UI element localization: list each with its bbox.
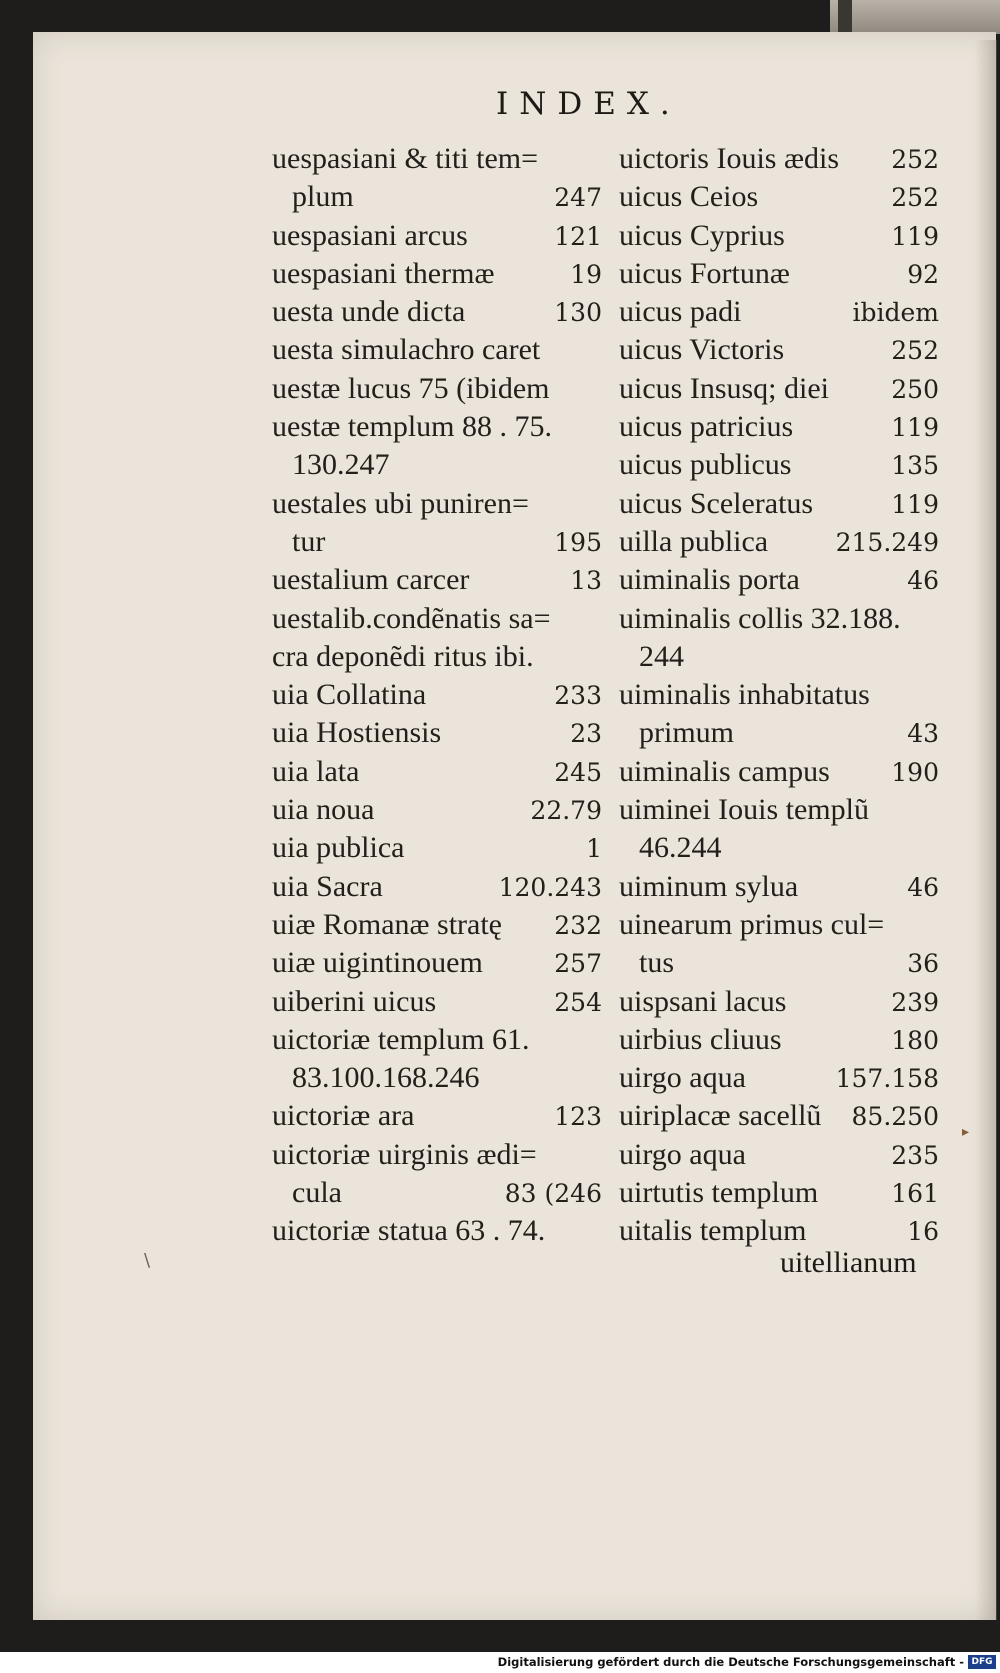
index-entry-term: uiberini uicus [272, 984, 437, 1018]
catchword: uitellianum [780, 1246, 917, 1279]
index-entry-term: uicus Insusq; diei [619, 371, 829, 405]
index-entry [272, 485, 602, 523]
funding-notice: Digitalisierung gefördert durch die Deutsche Forschungsgemeinschaft - [497, 1655, 964, 1669]
index-entry [272, 293, 602, 331]
index-entry [619, 600, 939, 638]
index-entry [272, 370, 602, 408]
index-entry-term: uestalib.condẽnatis sa= [272, 601, 551, 635]
index-entry [272, 829, 602, 867]
index-entry [619, 178, 939, 216]
index-entry-term: uespasiani thermæ [272, 256, 495, 290]
index-entry [619, 446, 939, 484]
index-entry-page-ref: 239 [891, 987, 939, 1017]
index-entry [619, 676, 939, 714]
index-entry [619, 1097, 939, 1135]
index-entry [619, 906, 939, 944]
index-entry [272, 676, 602, 714]
index-entry-term: uicus Ceios [619, 180, 759, 214]
index-entry-page-ref: 252 [891, 145, 939, 174]
index-entry-page-ref: ibidem [852, 298, 939, 328]
index-column-left [272, 140, 602, 1251]
adjacent-page-strip [830, 0, 1000, 34]
index-entry [619, 791, 939, 829]
index-entry-term: uestales ubi puniren= [272, 486, 529, 520]
index-entry [272, 446, 602, 484]
index-entry [619, 714, 939, 752]
index-entry [619, 1136, 939, 1174]
index-entry-page-ref: 46 [907, 566, 939, 596]
index-entry-term: uespasiani arcus [272, 218, 468, 252]
index-entry-page-ref: 92 [907, 259, 939, 289]
index-entry-page-ref: 22.79 [530, 796, 602, 826]
index-entry-term: uictoriæ uirginis ædi= [272, 1137, 537, 1171]
index-entry [272, 1174, 602, 1212]
margin-mark: \ [144, 1250, 151, 1271]
index-entry [272, 638, 602, 676]
index-entry-term: uiæ uigintinouem [272, 946, 483, 980]
index-entry-term: uiminalis inhabitatus [619, 678, 870, 712]
index-entry-term: primum [639, 716, 734, 750]
index-entry [619, 1059, 939, 1097]
index-entry-page-ref: 232 [554, 910, 602, 940]
index-entry-term: uesta unde dicta [272, 295, 466, 329]
index-entry [619, 485, 939, 523]
index-entry [619, 523, 939, 561]
index-entry [272, 1212, 602, 1250]
index-column-right [619, 140, 939, 1251]
index-entry-term: uia lata [272, 754, 360, 788]
index-entry-page-ref: 215.249 [835, 527, 939, 557]
index-entry-page-ref: 16 [907, 1217, 939, 1247]
page-edge-shadow [975, 40, 997, 1620]
index-entry-term: uirbius cliuus [619, 1022, 782, 1056]
index-entry [619, 638, 939, 676]
index-entry-term: plum [292, 180, 354, 214]
index-entry-term: uirgo aqua [619, 1137, 746, 1171]
index-entry-term: tus [639, 946, 675, 980]
index-entry-page-ref: 119 [891, 221, 939, 251]
index-entry [619, 753, 939, 791]
index-entry-term: uiminalis campus [619, 754, 830, 788]
index-entry [619, 293, 939, 331]
index-entry [619, 944, 939, 982]
index-entry-page-ref: 13 [570, 566, 602, 596]
index-entry [619, 1021, 939, 1059]
index-entry [272, 906, 602, 944]
index-entry-term: uia Collatina [272, 678, 427, 712]
index-entry-page-ref: 120.243 [498, 872, 602, 902]
index-entry-page-ref: 161 [891, 1179, 939, 1209]
index-entry-page-ref: 130 [554, 298, 602, 328]
digitization-footer [0, 1652, 1000, 1673]
index-entry-page-ref: 190 [891, 757, 939, 787]
index-entry-term: uicus padi [619, 295, 742, 329]
index-entry-term: uicus Fortunæ [619, 256, 790, 290]
index-entry-term: uirtutis templum [619, 1176, 819, 1210]
index-entry-term: uestæ templum 88 . 75. [272, 410, 552, 444]
index-entry-term: 244 [639, 639, 684, 673]
index-entry-term: uictoris Iouis ædis [619, 142, 840, 175]
index-entry-page-ref: 252 [891, 183, 939, 213]
index-entry-term: uicus Victoris [619, 333, 785, 367]
index-entry-term: uinearum primus cul= [619, 907, 885, 941]
index-entry [272, 791, 602, 829]
index-entry [272, 600, 602, 638]
index-entry-page-ref: 119 [891, 489, 939, 519]
index-entry-term: uesta simulachro caret [272, 333, 541, 367]
index-entry-term: uictoriæ statua 63 . 74. [272, 1214, 546, 1248]
index-entry-term: tur [292, 524, 326, 558]
index-entry-term: uiæ Romanæ stratę [272, 907, 502, 941]
index-entry-term: 130.247 [292, 448, 390, 482]
index-entry-page-ref: 46 [907, 872, 939, 902]
index-entry [272, 714, 602, 752]
index-entry [272, 523, 602, 561]
index-entry-term: uicus patricius [619, 410, 794, 444]
index-entry-page-ref: 157.158 [835, 1064, 939, 1094]
index-entry-term: uirgo aqua [619, 1061, 746, 1095]
index-entry-term: uicus publicus [619, 448, 792, 482]
index-entry-term: 83.100.168.246 [292, 1061, 480, 1095]
index-entry [272, 255, 602, 293]
index-entry-term: uiminei Iouis templũ [619, 793, 869, 827]
index-entry-page-ref: 235 [891, 1140, 939, 1170]
index-entry [272, 983, 602, 1021]
index-entry [619, 408, 939, 446]
index-entry-term: cra deponẽdi ritus ibi. [272, 639, 534, 673]
index-entry-term: uestalium carcer [272, 563, 470, 597]
index-entry [619, 331, 939, 369]
index-entry-term: uilla publica [619, 524, 769, 558]
index-entry-term: uiminalis porta [619, 563, 800, 597]
index-entry-page-ref: 245 [554, 757, 602, 787]
running-head: INDEX. [496, 86, 681, 122]
index-entry-term: uia publica [272, 831, 405, 865]
index-entry-term: uestæ lucus 75 (ibidem [272, 371, 550, 405]
index-entry [619, 983, 939, 1021]
index-entry [272, 140, 602, 178]
index-entry [272, 868, 602, 906]
index-entry [272, 217, 602, 255]
index-entry-page-ref: 23 [570, 719, 602, 749]
index-entry-term: uitalis templum [619, 1214, 807, 1248]
index-entry-term: uiminalis collis 32.188. [619, 601, 901, 635]
index-entry [272, 944, 602, 982]
index-entry-page-ref: 85.250 [851, 1102, 939, 1132]
index-entry [619, 561, 939, 599]
index-entry [619, 217, 939, 255]
index-entry-page-ref: 135 [891, 451, 939, 481]
index-entry-page-ref: 119 [891, 413, 939, 443]
index-entry [619, 1212, 939, 1250]
index-entry [272, 331, 602, 369]
index-entry-term: uispsani lacus [619, 984, 787, 1018]
index-entry [619, 370, 939, 408]
index-entry-page-ref: 121 [554, 221, 602, 251]
index-entry [272, 408, 602, 446]
dfg-logo: DFG [968, 1655, 996, 1669]
index-entry-page-ref: 254 [554, 987, 602, 1017]
index-entry [272, 1059, 602, 1097]
index-entry-term: uia Sacra [272, 869, 383, 903]
index-entry-term: uictoriæ ara [272, 1099, 415, 1133]
index-entry [619, 1174, 939, 1212]
index-entry-term: uiminum sylua [619, 869, 799, 903]
index-entry-page-ref: 36 [907, 949, 939, 979]
index-entry-page-ref: 1 [586, 834, 602, 864]
index-entry-page-ref: 233 [554, 681, 602, 711]
index-entry [272, 1021, 602, 1059]
index-entry [619, 140, 939, 178]
index-entry [272, 753, 602, 791]
index-entry-page-ref: 123 [554, 1102, 602, 1132]
index-entry-page-ref: 43 [907, 719, 939, 749]
index-entry-term: 46.244 [639, 831, 722, 865]
index-entry-page-ref: 257 [554, 949, 602, 979]
index-entry-page-ref: 252 [891, 336, 939, 366]
index-entry-term: uia Hostiensis [272, 716, 442, 750]
index-entry-page-ref: 19 [570, 259, 602, 289]
index-entry [619, 868, 939, 906]
index-entry-term: uicus Sceleratus [619, 486, 814, 520]
index-entry-page-ref: 247 [554, 183, 602, 213]
binding-mark [838, 0, 852, 34]
index-entry-term: uicus Cyprius [619, 218, 785, 252]
index-entry-term: uespasiani & titi tem= [272, 142, 539, 175]
index-entry-page-ref: 180 [891, 1025, 939, 1055]
index-entry-page-ref: 195 [554, 527, 602, 557]
index-entry [619, 829, 939, 867]
index-entry [272, 561, 602, 599]
index-entry-term: uictoriæ templum 61. [272, 1022, 530, 1056]
index-entry-term: uia noua [272, 793, 375, 827]
index-entry [619, 255, 939, 293]
index-entry-page-ref: 250 [891, 374, 939, 404]
index-entry-term: uiriplacæ sacellũ [619, 1099, 822, 1133]
index-entry [272, 1097, 602, 1135]
margin-mark: ▸ [962, 1124, 970, 1140]
index-entry-page-ref: 83 (246 [504, 1179, 602, 1209]
index-entry-term: cula [292, 1176, 342, 1210]
index-entry [272, 178, 602, 216]
index-entry [272, 1136, 602, 1174]
